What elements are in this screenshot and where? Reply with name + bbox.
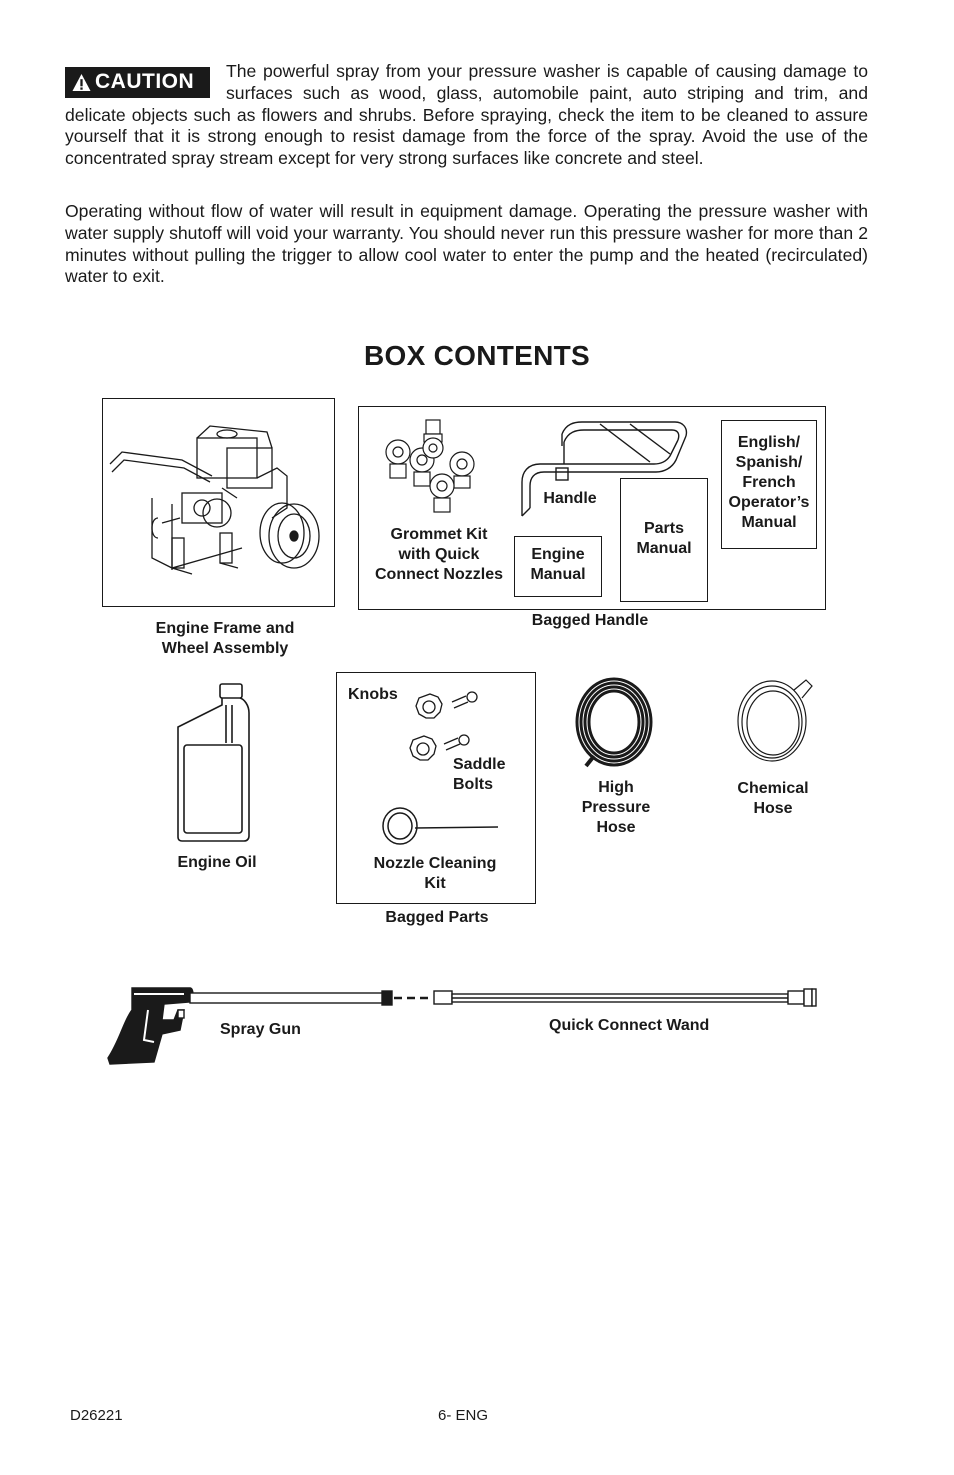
engine-manual-label: [514, 545, 602, 585]
nozzle-cleaning-kit-illustration: [380, 804, 502, 848]
caution-badge: [65, 67, 210, 98]
operators-manual-label-line3: French: [742, 474, 796, 491]
doc-number: D26221: [70, 1407, 123, 1424]
parts-manual-label: [620, 519, 708, 559]
bagged-handle-label: Bagged Handle: [531, 612, 649, 629]
engine-frame-label-line2: Wheel Assembly: [161, 640, 289, 657]
saddle-bolts-label-line2: Bolts: [453, 776, 493, 793]
caution-text: The powerful spray from your pressure washer is capable of causing damage to surfaces such as wood, glass, automobile paint, auto striping and trim, and delicate objects such as flowers and shrubs. Before spraying, check the item to be cleaned to assure yourself that it is strong enough to resist damage from the force of the spray. Avoid the use of the concentrated spray stream except for very strong surfaces like concrete and steel.: [65, 61, 868, 169]
chemical-hose-illustration: [734, 676, 814, 766]
chemical-hose-label-line2: Hose: [753, 800, 793, 817]
quick-connect-wand-illustration: [392, 986, 820, 1010]
caution-label: CAUTION: [95, 70, 195, 93]
engine-oil-bottle-illustration: [172, 683, 254, 843]
chemical-hose-label: [723, 779, 823, 819]
engine-manual-label-line2: Manual: [530, 566, 586, 583]
caution-paragraph: [65, 61, 868, 170]
nozzle-cleaning-kit-label-line1: Nozzle Cleaning: [373, 855, 497, 872]
parts-manual-label-line2: Manual: [636, 540, 692, 557]
engine-frame-illustration: [102, 398, 335, 607]
operators-manual-label-line4: Operator’s: [728, 494, 810, 511]
operators-manual-label: [721, 433, 817, 533]
parts-manual-label-line1: Parts: [643, 520, 685, 537]
grommet-kit-label-line1: Grommet Kit: [390, 526, 488, 543]
nozzle-cleaning-kit-label: [340, 854, 530, 894]
saddle-bolts-label-line1: Saddle: [453, 756, 506, 773]
engine-oil-label: Engine Oil: [177, 854, 257, 871]
grommet-kit-label: [366, 525, 512, 585]
grommet-kit-label-line3: Connect Nozzles: [374, 566, 503, 583]
high-pressure-hose-label-line1: High: [598, 779, 634, 796]
operators-manual-label-line2: Spanish/: [735, 454, 803, 471]
operators-manual-label-line5: Manual: [741, 514, 797, 531]
grommet-kit-label-line2: with Quick: [398, 546, 480, 563]
high-pressure-hose-label-line3: Hose: [596, 819, 636, 836]
spray-gun-label: Spray Gun: [220, 1021, 301, 1038]
quick-connect-wand-label: Quick Connect Wand: [549, 1017, 710, 1034]
saddle-bolts-label: [453, 755, 505, 795]
knobs-label: Knobs: [348, 686, 398, 703]
warning-paragraph: Operating without flow of water will result in equipment damage. Operating the pressure washer with water supply shutoff will void your warranty. You should never run this pressure washer for more than 2 minutes without pulling the trigger to allow cool water to enter the pump and the heated (recirculated) water to exit.: [65, 201, 868, 287]
box-contents-heading: BOX CONTENTS: [363, 340, 591, 371]
high-pressure-hose-label: [566, 778, 666, 838]
high-pressure-hose-label-line2: Pressure: [581, 799, 651, 816]
chemical-hose-label-line1: Chemical: [737, 780, 809, 797]
page-number: 6- ENG: [438, 1407, 489, 1424]
warning-triangle-icon: [72, 73, 91, 92]
bagged-parts-label: Bagged Parts: [385, 909, 489, 926]
handle-label: Handle: [543, 490, 597, 507]
engine-manual-label-line1: Engine: [531, 546, 585, 563]
nozzle-cleaning-kit-label-line2: Kit: [424, 875, 446, 892]
engine-frame-label: [120, 619, 330, 659]
high-pressure-hose-illustration: [574, 674, 656, 770]
operators-manual-label-line1: English/: [737, 434, 801, 451]
engine-frame-label-line1: Engine Frame and: [155, 620, 295, 637]
quick-connect-nozzles-illustration: [378, 412, 478, 517]
